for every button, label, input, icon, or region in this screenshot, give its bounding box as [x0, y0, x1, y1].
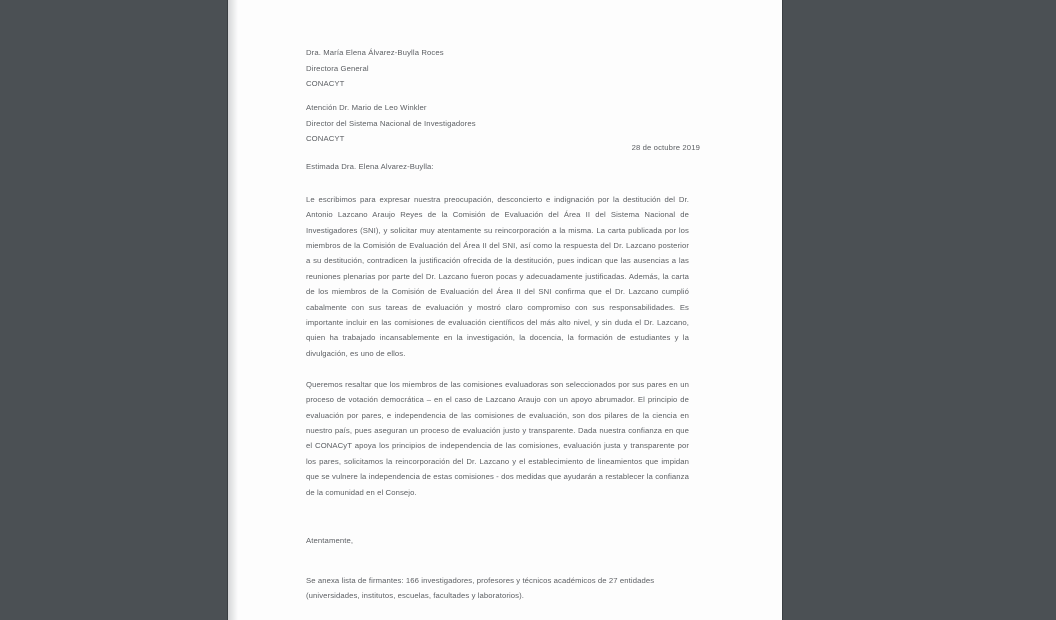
letter-content — [306, 0, 702, 620]
salutation: Estimada Dra. Elena Alvarez-Buylla: — [306, 162, 434, 171]
attention-name: Atención Dr. Mario de Leo Winkler — [306, 103, 427, 112]
attention-organization: CONACYT — [306, 134, 345, 144]
recipient-address-block — [306, 45, 444, 92]
annex-note: Se anexa lista de firmantes: 166 investigadores, profesores y técnicos académicos de 27 entidades (universidades, institutos, escuelas, facultades y laboratorios). — [306, 576, 655, 601]
attention-address-block — [306, 100, 476, 147]
letter-date: 28 de octubre 2019 — [631, 143, 700, 152]
body-paragraph: Queremos resaltar que los miembros de las comisiones evaluadoras son seleccionados por sus pares en un proceso de votación democrática – en el caso de Lazcano Araujo con un apoyo abrumador. El principio de evaluación por pares, e independencia de las comisiones de evaluación, son dos pilares de la ciencia en nuestro país, pues aseguran un proceso de evaluación justo y transparente. Dada nuestra confianza en que el CONACyT apoya los principios de independencia de las comisiones, evaluación justa y transparente por los pares, solicitamos la reincorporación del Dr. Lazcano y el establecimiento de lineamientos que impidan que se vulnere la independencia de estas comisiones - dos medidas que ayudarán a restablecer la confianza de la comunidad en el Consejo. — [306, 379, 689, 497]
closing-line: Atentamente, — [306, 536, 354, 545]
recipient-name: Dra. María Elena Álvarez-Buylla Roces — [306, 48, 444, 57]
attention-title: Director del Sistema Nacional de Investigadores — [306, 118, 476, 128]
letter-page — [228, 0, 782, 620]
recipient-organization: CONACYT — [306, 79, 345, 89]
recipient-title: Directora General — [306, 63, 369, 73]
body-paragraph: Le escribimos para expresar nuestra preocupación, desconcierto e indignación por la destitución del Dr. Antonio Lazcano Araujo Reyes de la Comisión de Evaluación del Área II del Sistema Nacional de Investigadores (SNI), y solicitar muy atentamente su reincorporación a la misma. La carta publicada por los miembros de la Comisión de Evaluación del Área II del SNI, así como la respuesta del Dr. Lazcano posterior a su destitución, contradicen la justificación ofrecida de la destitución, pues indican que las ausencias a las reuniones plenarias por parte del Dr. Lazcano fueron pocas y adecuadamente justificadas. Además, la carta de los miembros de la Comisión de Evaluación del Área II del SNI confirma que el Dr. Lazcano cumplió cabalmente con sus tareas de evaluación y mostró claro compromiso con sus responsabilidades. Es importante incluir en las comisiones de evaluación científicos del más alto nivel, y sin duda el Dr. Lazcano, quien ha trabajado incansablemente en la investigación, la docencia, la formación de estudiantes y la divulgación, es uno de ellos. — [306, 194, 689, 358]
